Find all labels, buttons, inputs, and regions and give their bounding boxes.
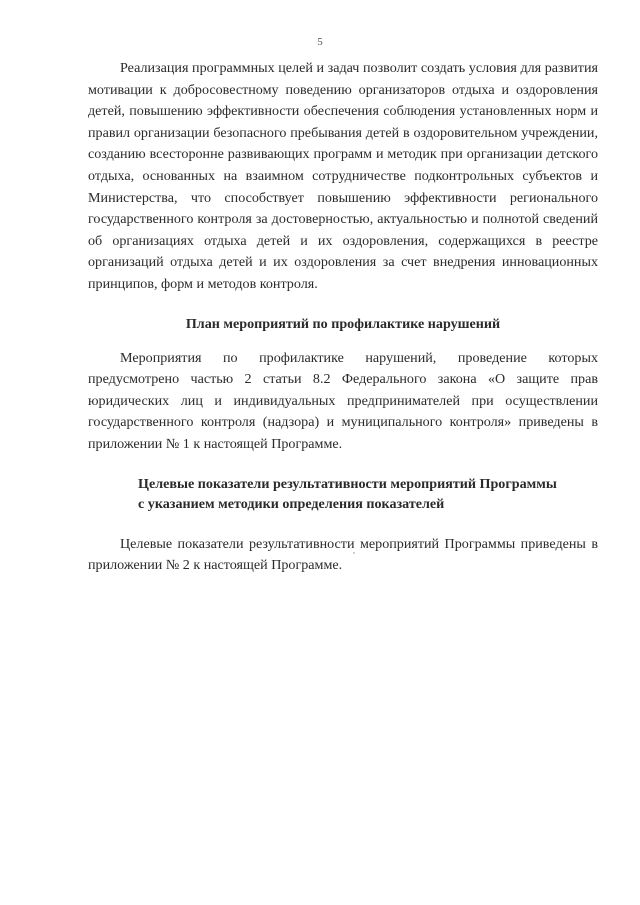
heading-target-indicators-line-2: с указанием методики определения показателей [138,495,445,512]
heading-target-indicators-line-1: Целевые показатели результативности мероприятий Программы [138,475,557,492]
paragraph-target-indicators: Целевые показатели результативности мероприятий Программы приведены в приложении № 2 к настоящей Программе. [88,535,598,574]
heading-prevention-plan: План мероприятий по профилактике нарушений [185,315,501,332]
paragraph-prevention-measures: Мероприятия по профилактике нарушений, проведение которых предусмотрено частью 2 статьи 8.2 Федерального закона «О защите прав юридических лиц и индивидуальных предпринимателей при осуществлении государственного контроля (надзора) и муниципального контроля» приведены в приложении № 1 к настоящей Программе. [88,349,598,452]
document-body [88,58,598,577]
heading-target-indicators [88,474,598,514]
scan-speck [353,552,355,554]
page-number: 5 [317,36,323,48]
paragraph-program-goals: Реализация программных целей и задач позволит создать условия для развития мотивации к добросовестному поведению организаторов отдыха и оздоровления детей, повышению эффективности обеспечения соблюдения установленных норм и правил организации безопасного пребывания детей в оздоровительном учреждении, созданию всесторонне развивающих программ и методик при организации детского отдыха, основанных на взаимном сотрудничестве подконтрольных субъектов и Министерства, что способствует повышению эффективности регионального государственного контроля за достоверностью, актуальностью и полнотой сведений об организациях отдыха детей и их оздоровления, содержащихся в реестре организаций отдыха детей и их оздоровления за счет внедрения инновационных принципов, форм и методов контроля. [88,60,598,292]
